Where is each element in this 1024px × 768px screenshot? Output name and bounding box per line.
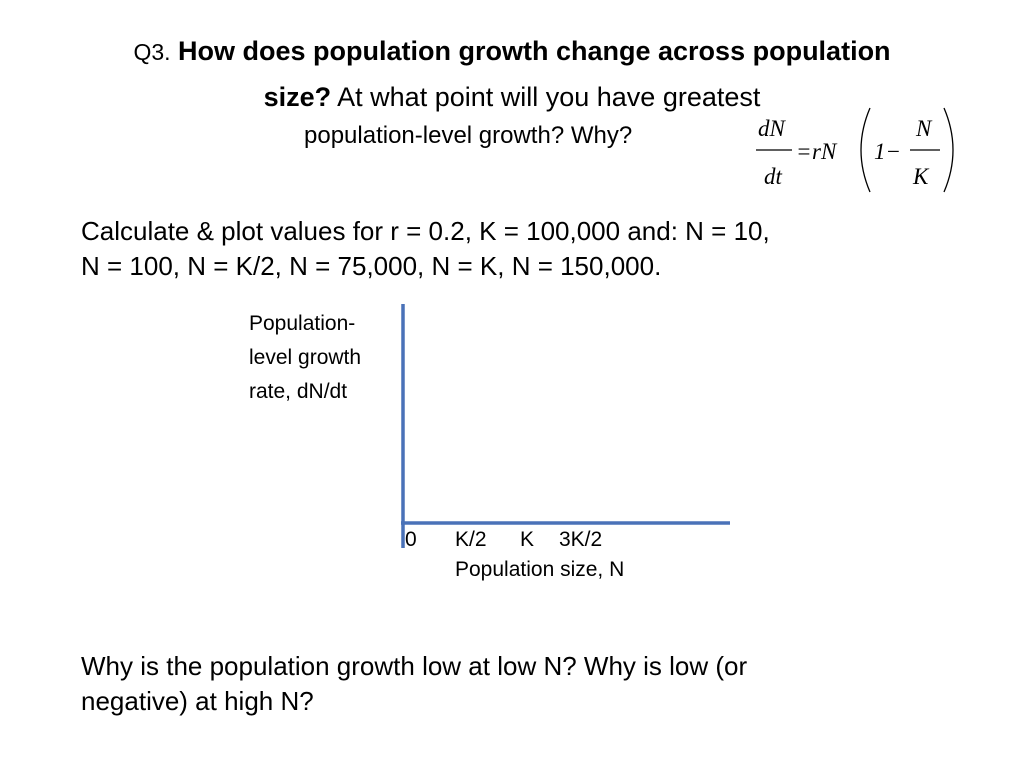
equation-rn: rN [812,139,837,164]
logistic-equation [752,104,962,194]
equation-right-paren [944,108,953,192]
equation-n: N [916,116,932,141]
instruction-line-1: Calculate & plot values for r = 0.2, K = 100,000 and: N = 10, [81,216,770,246]
question-plain-text-2: At what point will you have greatest [331,82,761,112]
question-title-line-1 [0,36,1024,67]
x-tick-label: 3K/2 [559,528,603,551]
x-tick-label: K [520,528,535,551]
x-tick-label: 0 [405,528,417,551]
equation-dt: dt [764,164,782,189]
equation-left-paren [861,108,870,192]
question-title-line-3: population-level growth? Why? [304,122,633,149]
question-bold-text-1: How does population growth change across population [178,36,891,66]
y-axis-label-line-2: level growth [249,346,362,369]
x-tick-label: K/2 [455,528,487,551]
equation-dn: dN [758,116,785,141]
equation-k: K [913,164,929,189]
x-axis-label: Population size, N [455,558,625,581]
y-axis-label-line-1: Population- [249,312,356,335]
closing-question-line-2: negative) at high N? [81,686,314,716]
question-bold-text-2: size? [263,82,332,112]
equation-equals: = [796,139,812,164]
equation-one-minus: 1− [874,139,902,164]
y-axis-label-line-3: rate, dN/dt [249,380,348,403]
closing-question-line-1: Why is the population growth low at low N? Why is low (or [81,651,748,681]
instruction-line-2: N = 100, N = K/2, N = 75,000, N = K, N = 150,000. [81,251,662,281]
question-number: Q3. [133,39,171,65]
